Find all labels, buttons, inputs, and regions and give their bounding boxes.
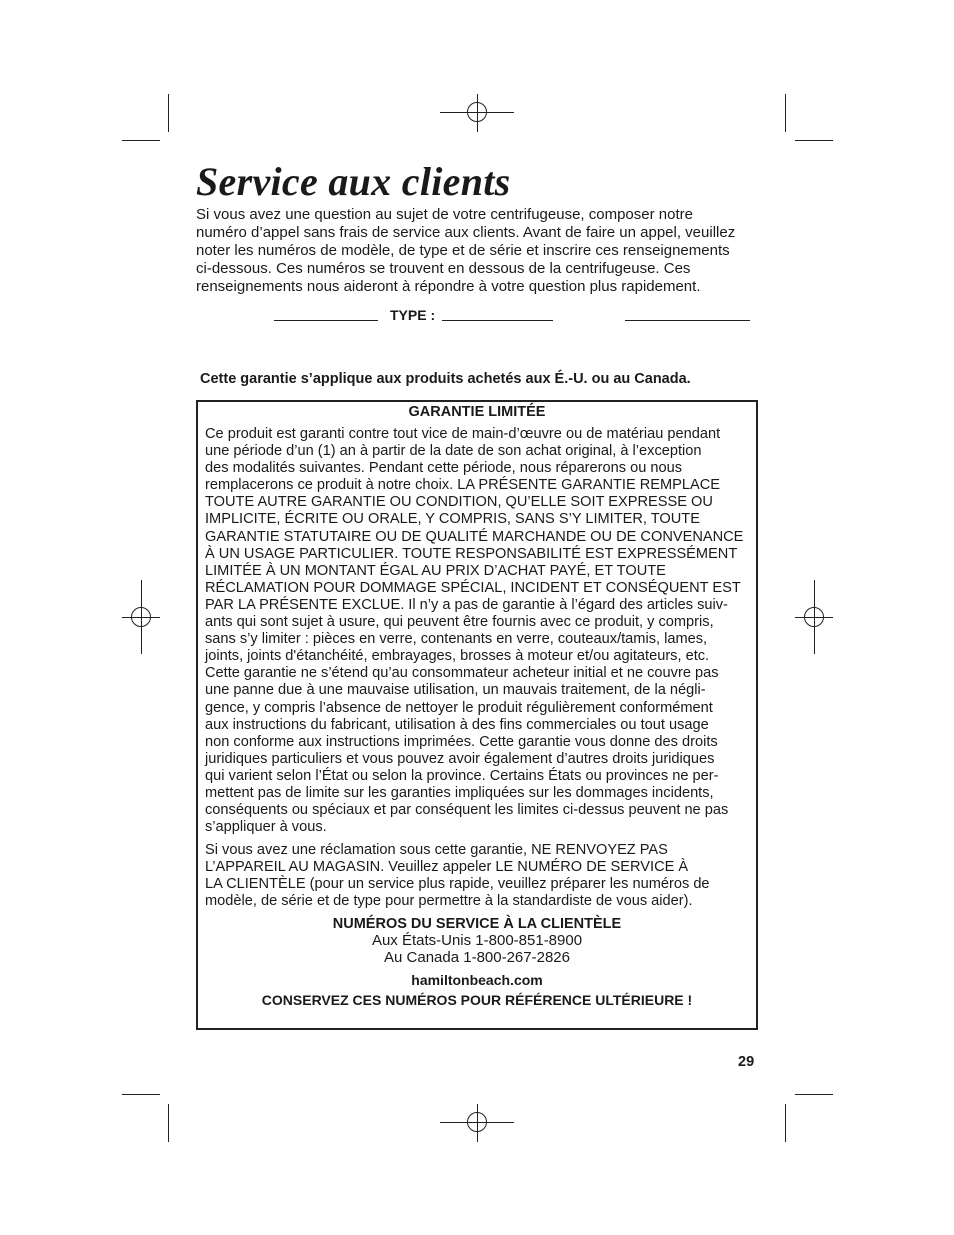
- intro-paragraph: Si vous avez une question au sujet de votre centrifugeuse, composer notre numéro d’appel sans frais de service aux clients. Avant de faire un appel, veuillez noter les numéros de modèle, de type et de série et inscrire ces renseignements ci-dessous. Ces numéros se trouvent en dessous de la centrifugeuse. Ces renseignements nous aideront à répondre à votre question plus rapidement.: [196, 206, 736, 295]
- us-phone-number: Aux États-Unis 1-800-851-8900: [371, 932, 583, 949]
- warranty-claim-paragraph: Si vous avez une réclamation sous cette garantie, NE RENVOYEZ PAS L’APPAREIL AU MAGASIN. Veuillez appeler LE NUMÉRO DE SERVICE À LA CLIENTÈLE (pour un service plus rapide, veuillez préparer les numéros de modèle, de série et de type pour permettre à la standardiste de vous aider).: [205, 842, 710, 910]
- keep-numbers-note: CONSERVEZ CES NUMÉROS POUR RÉFÉRENCE ULTÉRIEURE !: [261, 992, 693, 1008]
- type-blank-line: [442, 320, 553, 321]
- canada-phone-number: Au Canada 1-800-267-2826: [384, 949, 570, 966]
- warranty-body: Ce produit est garanti contre tout vice de main-d’œuvre ou de matériau pendant une période d’un (1) an à partir de la date de son achat original, à l’exception des modalités suivantes. Pendant cette période, nous réparerons ou nous remplacerons ce produit à notre choix. LA PRÉSENTE GARANTIE REMPLACE TOUTE AUTRE GARANTIE OU CONDITION, QU’ELLE SOIT EXPRESSE OU IMPLICITE, ÉCRITE OU ORALE, Y COMPRIS, SANS S’Y LIMITER, TOUTE GARANTIE STATUTAIRE OU DE QUALITÉ MARCHANDE OU DE CONVENANCE À UN USAGE PARTICULIER. TOUTE RESPONSABILITÉ EST EXPRESSÉMENT LIMITÉE À UN MONTANT ÉGAL AU PRIX D’ACHAT PAYÉ, ET TOUTE RÉCLAMATION POUR DOMMAGE SPÉCIAL, INCIDENT ET CONSÉQUENT EST PAR LA PRÉSENTE EXCLUE. Il n’y a pas de garantie à l’égard des articles suiv- ants qui sont sujet à usure, qui peuvent être fournis avec ce produit, y compris, sans s’y limiter : pièces en verre, contenants en verre, couteaux/tamis, lames, joints, joints d'étanchéité, embrayages, brosses à moteur et/ou agitateurs, etc. Cette garantie ne s’étend qu’au consommateur acheteur initial et ne couvre pas une panne due à une mauvaise utilisation, un mauvais traitement, de la négli- gence, y compris l’absence de nettoyer le produit régulièrement conformément aux instructions du fabricant, utilisation à des fins commerciales ou tout usage non conforme aux instructions imprimées. Cette garantie vous donne des droits juridiques particuliers et vous pouvez avoir également d’autres droits juridiques qui varient selon l’État ou selon la province. Certains États ou provinces ne per- mettent pas de limite sur les garanties impliquées sur les dommages incidents, conséquents ou spéciaux et par conséquent les limites ci-dessus peuvent ne pas s’appliquer à vous.: [205, 426, 744, 836]
- page-title: Service aux clients: [196, 159, 511, 204]
- website-link[interactable]: hamiltonbeach.com: [411, 972, 543, 988]
- model-blank-line: [274, 320, 378, 321]
- warranty-scope-note: Cette garantie s’applique aux produits achetés aux É.-U. ou au Canada.: [200, 371, 691, 387]
- service-numbers-heading: NUMÉROS DU SERVICE À LA CLIENTÈLE: [332, 916, 622, 932]
- page-number: 29: [738, 1054, 755, 1070]
- warranty-heading: GARANTIE LIMITÉE: [408, 404, 546, 420]
- type-label: TYPE :: [390, 307, 436, 323]
- serial-blank-line: [625, 320, 750, 321]
